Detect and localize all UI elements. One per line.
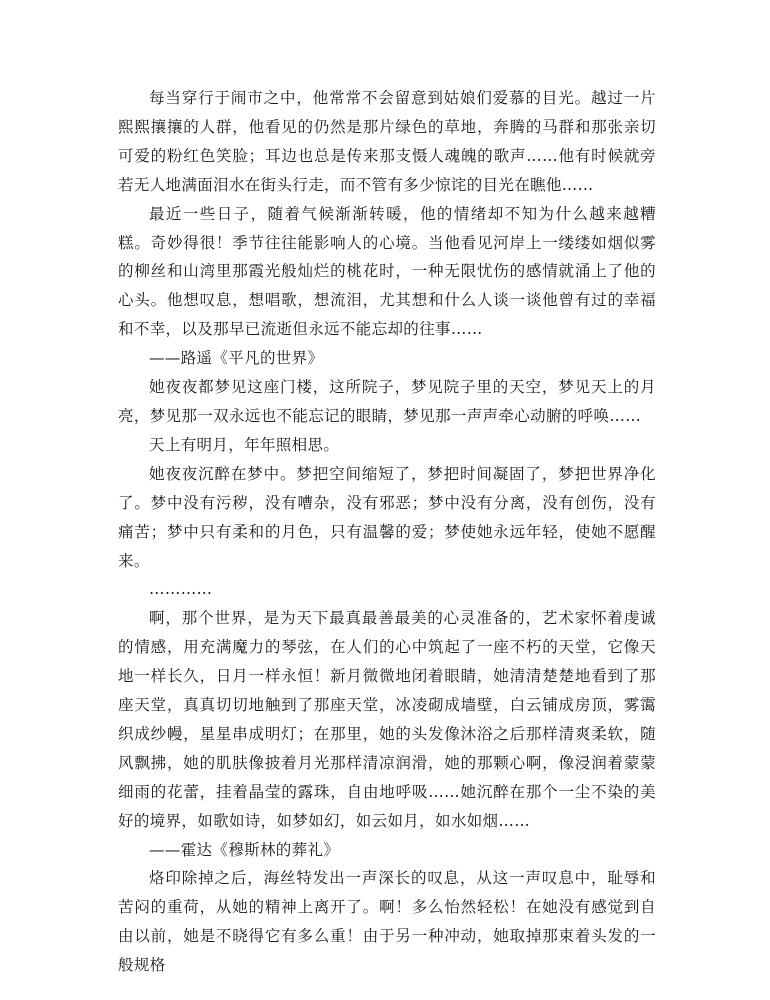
paragraph-4: 天上有明月，年年照相思。 <box>149 435 340 454</box>
paragraph-2: 最近一些日子，随着气候渐渐转暖，他的情绪却不知为什么越来越糟糕。奇妙得很！季节往往能影响人的心境。当他看见河岸上一缕缕如烟似雾的柳丝和山湾里那霞光般灿烂的桃花时，一种无限忧伤的感情就涌上了他的心头。他想叹息，想唱歌，想流泪，尤其想和什么人谈一谈他曾有过的幸福和不幸，以及那早已流逝但永远不能忘却的往事…… <box>118 204 656 339</box>
ellipsis-line: ………… <box>149 580 213 599</box>
paragraph-5: 她夜夜沉醉在梦中。梦把空间缩短了，梦把时间凝固了，梦把世界净化了。梦中没有污秽，没有嘈杂，没有邪恶；梦中没有分离，没有创伤，没有痛苦；梦中只有柔和的月色，只有温馨的爱；梦使她永远年轻，使她不愿醒来。 <box>118 464 656 570</box>
paragraph-7: 烙印除掉之后，海丝特发出一声深长的叹息，从这一声叹息中，耻辱和苦闷的重荷，从她的精神上离开了。啊！多么怡然轻松！在她没有感觉到自由以前，她是不晓得它有多么重！由于另一种冲动，她取掉那束着头发的一般规格 <box>118 869 656 975</box>
document-body <box>118 84 656 980</box>
citation-2: ——霍达《穆斯林的葬礼》 <box>149 840 340 859</box>
paragraph-3: 她夜夜都梦见这座门楼，这所院子，梦见院子里的天空，梦见天上的月亮，梦见那一双永远也不能忘记的眼睛，梦见那一声声牵心动腑的呼唤…… <box>118 378 656 425</box>
paragraph-1: 每当穿行于闹市之中，他常常不会留意到姑娘们爱慕的目光。越过一片熙熙攘攘的人群，他看见的仍然是那片绿色的草地，奔腾的马群和那张亲切可爱的粉红色笑脸；耳边也总是传来那支慑人魂魄的歌声……他有时候就旁若无人地满面泪水在街头行走，而不管有多少惊诧的目光在瞧他…… <box>118 89 656 194</box>
citation-1: ——路遥《平凡的世界》 <box>149 349 324 368</box>
paragraph-6: 啊，那个世界，是为天下最真最善最美的心灵准备的，艺术家怀着虔诚的情感，用充满魔力的琴弦，在人们的心中筑起了一座不朽的天堂，它像天地一样长久，日月一样永恒！新月微微地闭着眼睛，她清清楚楚地看到了那座天堂，真真切切地触到了那座天堂，冰凌砌成墙壁，白云铺成房顶，雾霭织成纱幔，星星串成明灯；在那里，她的头发像沐浴之后那样清爽柔软，随风飘拂，她的肌肤像披着月光那样清凉润滑，她的那颗心啊，像浸润着蒙蒙细雨的花蕾，挂着晶莹的露珠，自由地呼吸……她沉醉在那个一尘不染的美好的境界，如歌如诗，如梦如幻，如云如月，如水如烟…… <box>118 609 656 830</box>
